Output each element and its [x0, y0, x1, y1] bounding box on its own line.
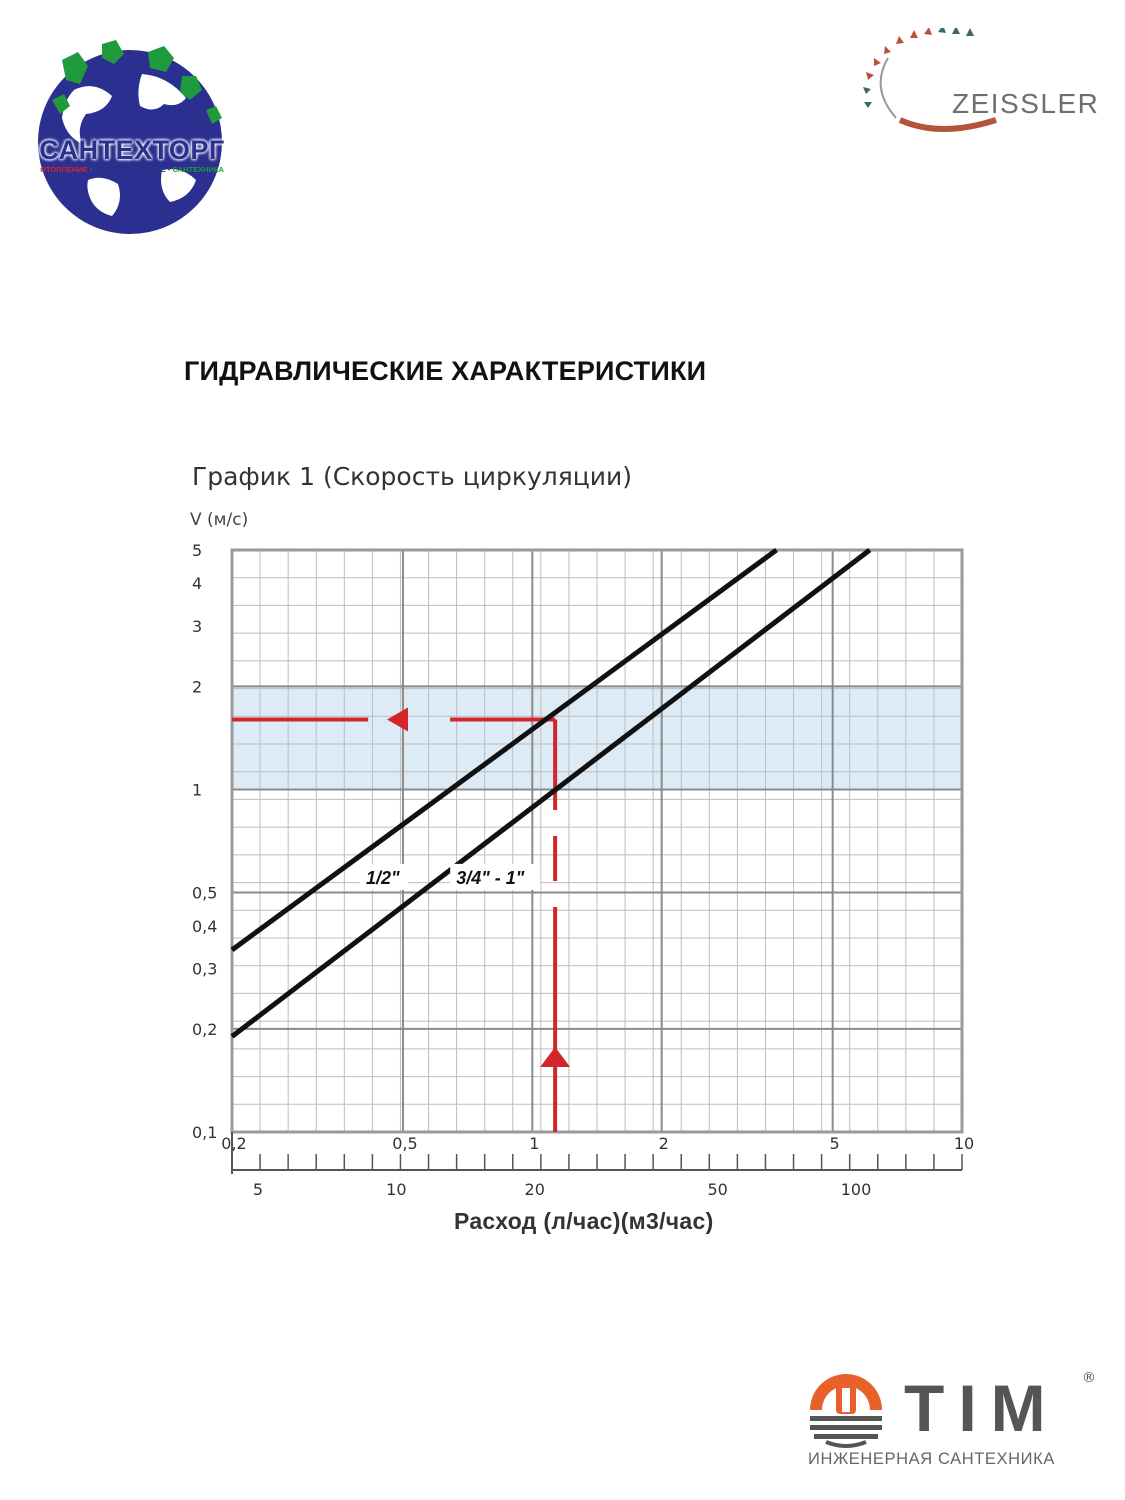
- tim-subtitle: ИНЖЕНЕРНАЯ САНТЕХНИКА: [808, 1450, 1055, 1468]
- chart-title: График 1 (Скорость циркуляции): [192, 462, 633, 491]
- y-tick-label: 4: [192, 574, 203, 594]
- x-tick-label-top: 10: [953, 1134, 975, 1153]
- x-tick-label-top: 2: [658, 1134, 669, 1153]
- series-label-1: 1/2": [365, 867, 400, 888]
- x-tick-label-top: 5: [829, 1134, 840, 1153]
- y-tick-label: 0,2: [192, 1019, 218, 1039]
- santehtorg-tagline: ОТОПЛЕНИЕ • ВОДОСНАБЖЕНИЕ • САНТЕХНИКА: [40, 165, 224, 174]
- tim-mark-icon: [806, 1370, 886, 1450]
- y-axis-label: V (м/с): [190, 510, 249, 530]
- y-tick-label: 3: [192, 616, 203, 636]
- tagline-water: ВОДОСНАБЖЕНИЕ: [94, 165, 166, 174]
- tim-logo: [806, 1370, 1106, 1475]
- y-tick-label: 0,1: [192, 1123, 218, 1142]
- series-line-2: [232, 550, 870, 1037]
- x-tick-label-top: 0,5: [392, 1134, 418, 1153]
- y-tick-label: 1: [192, 780, 203, 800]
- x-tick-label-top: 1: [529, 1134, 540, 1153]
- tim-name: TIM: [904, 1371, 1060, 1445]
- series-label-2: 3/4" - 1": [456, 867, 525, 888]
- x-tick-label-bottom: 10: [386, 1180, 407, 1199]
- tim-registered-mark: ®: [1082, 1370, 1096, 1386]
- x-tick-label-bottom: 5: [252, 1180, 264, 1199]
- tagline-heating: ОТОПЛЕНИЕ: [40, 165, 88, 174]
- zeissler-name: ZEISSLER: [952, 88, 1100, 119]
- x-axis-label: Расход (л/час)(м3/час): [454, 1208, 714, 1234]
- y-tick-label: 0,4: [192, 916, 218, 936]
- x-tick-label-top: 0,2: [221, 1134, 247, 1153]
- y-tick-label: 0,3: [192, 959, 218, 979]
- x-tick-label-bottom: 50: [707, 1180, 728, 1199]
- y-tick-label: 0,5: [192, 883, 218, 903]
- example-arrow-up: [540, 1047, 570, 1067]
- x-tick-label-bottom: 20: [524, 1180, 545, 1199]
- santehtorg-name: САНТЕХТОРГ: [39, 135, 225, 165]
- y-tick-label: 5: [192, 541, 203, 560]
- y-tick-label: 2: [192, 677, 203, 697]
- tagline-plumbing: САНТЕХНИКА: [172, 165, 224, 174]
- page-heading: ГИДРАВЛИЧЕСКИЕ ХАРАКТЕРИСТИКИ: [184, 356, 707, 386]
- x-tick-label-bottom: 100: [840, 1180, 872, 1199]
